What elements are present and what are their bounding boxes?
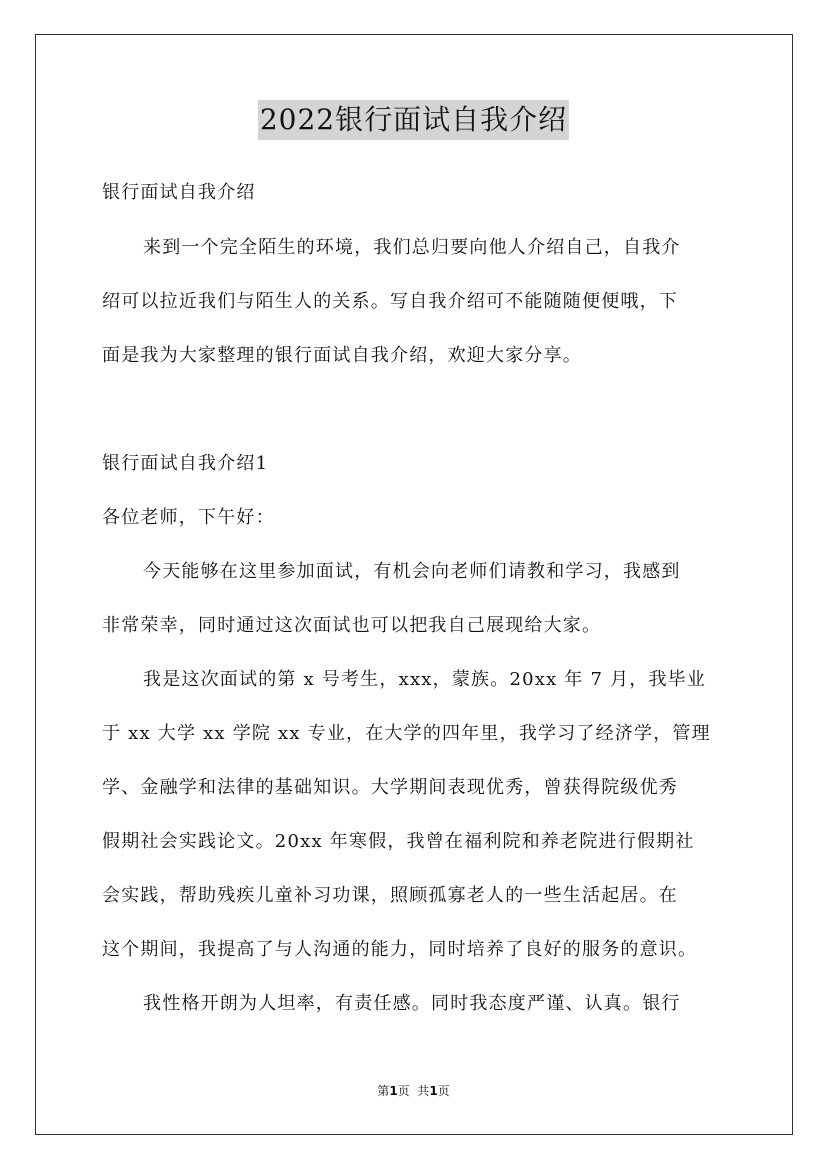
footer-page-current: 1 (389, 1084, 398, 1098)
footer-prefix: 第 (377, 1084, 390, 1098)
intro-line: 面是我为大家整理的银行面试自我介绍，欢迎大家分享。 (102, 345, 582, 366)
intro-paragraph (102, 221, 742, 383)
paragraph-2 (102, 653, 742, 977)
section1-heading: 银行面试自我介绍1 (102, 453, 269, 474)
greeting: 各位老师，下午好： (102, 507, 275, 528)
title-wrap (0, 100, 827, 140)
intro-line: 来到一个完全陌生的环境，我们总归要向他人介绍自己，自我介 (143, 237, 681, 258)
footer-page-total: 1 (429, 1084, 438, 1098)
greeting-block (102, 491, 742, 545)
paragraph-line: 假期社会实践论文。20xx 年寒假，我曾在福利院和养老院进行假期社 (102, 831, 695, 852)
section1-heading-block (102, 437, 742, 491)
footer-suffix: 页 (437, 1084, 450, 1098)
paragraph-1 (102, 545, 742, 653)
paragraph-line: 我是这次面试的第 x 号考生，xxx，蒙族。20xx 年 7 月，我毕业 (143, 669, 707, 690)
paragraph-line: 今天能够在这里参加面试，有机会向老师们请教和学习，我感到 (143, 561, 681, 582)
document-title: 2022银行面试自我介绍 (258, 100, 569, 140)
page-footer (0, 1082, 827, 1099)
paragraph-line: 我性格开朗为人坦率，有责任感。同时我态度严谨、认真。银行 (143, 993, 681, 1014)
intro-line: 绍可以拉近我们与陌生人的关系。写自我介绍可不能随随便便哦，下 (102, 291, 678, 312)
footer-mid: 页 共 (397, 1084, 430, 1098)
paragraph-3 (102, 977, 742, 1031)
paragraph-line: 这个期间，我提高了与人沟通的能力，同时培养了良好的服务的意识。 (102, 939, 698, 960)
paragraph-line: 非常荣幸，同时通过这次面试也可以把我自己展现给大家。 (102, 615, 602, 636)
paragraph-line: 会实践，帮助残疾儿童补习功课，照顾孤寡老人的一些生活起居。在 (102, 885, 678, 906)
subtitle-block (102, 166, 742, 220)
document-subtitle: 银行面试自我介绍 (102, 182, 256, 203)
paragraph-line: 于 xx 大学 xx 学院 xx 专业，在大学的四年里，我学习了经济学，管理 (102, 723, 711, 744)
paragraph-line: 学、金融学和法律的基础知识。大学期间表现优秀，曾获得院级优秀 (102, 777, 678, 798)
